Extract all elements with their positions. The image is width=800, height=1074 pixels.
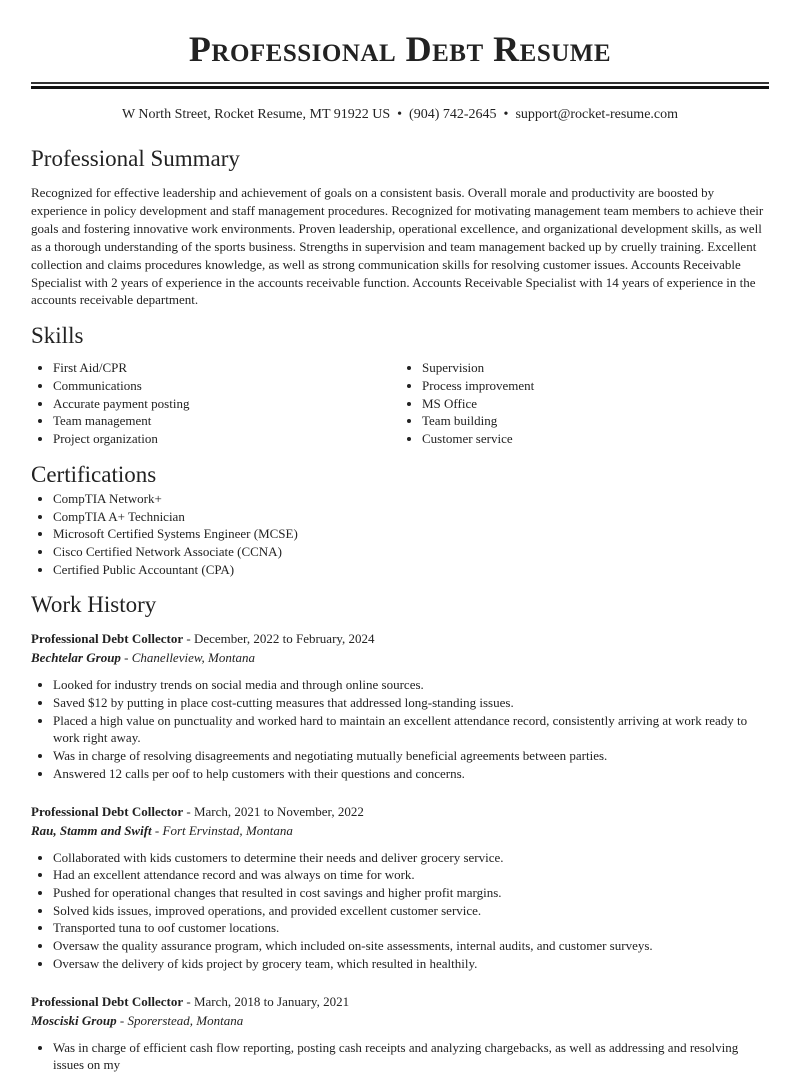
- certifications-list: [31, 490, 769, 579]
- contact-email: support@rocket-resume.com: [515, 107, 679, 122]
- dash-separator: -: [183, 631, 194, 647]
- skill-item: • Process improvement: [422, 377, 769, 395]
- job-bullet: • Oversaw the quality assurance program, which included on-site assessments, internal audits, and customer surveys.: [53, 937, 769, 955]
- job-title-line: [31, 992, 769, 1011]
- skill-item: • Project organization: [53, 430, 400, 448]
- job-bullet: • Pushed for operational changes that resulted in cost savings and higher profit margins.: [53, 884, 769, 902]
- double-rule-divider: [31, 82, 769, 88]
- job-bullet: • Collaborated with kids customers to determine their needs and deliver grocery service.: [53, 849, 769, 867]
- skills-column-left: [31, 359, 400, 448]
- dash-separator: -: [120, 650, 132, 666]
- job-bullet: • Saved $12 by putting in place cost-cutting measures that addressed long-standing issues.: [53, 694, 769, 712]
- job-dates: December, 2022 to February, 2024: [193, 631, 375, 647]
- job-bullet: • Was in charge of efficient cash flow reporting, posting cash receipts and analyzing chargebacks, as well as addressing and resolving issues on my: [53, 1039, 769, 1074]
- job-bullets: [31, 1039, 769, 1074]
- skill-item: • MS Office: [422, 395, 769, 413]
- job-location: Sporerstead, Montana: [127, 1012, 244, 1028]
- job-bullet: • Oversaw the delivery of kids project by grocery team, which resulted in healthily.: [53, 955, 769, 973]
- resume-title: Professional Debt Resume: [188, 29, 612, 69]
- skill-item: • Customer service: [422, 430, 769, 448]
- job-bullet: • Was in charge of resolving disagreements and negotiating mutually beneficial agreements between parties.: [53, 747, 769, 765]
- job-company: Bechtelar Group: [31, 650, 121, 666]
- job-bullet: • Placed a high value on punctuality and worked hard to maintain an excellent attendance record, consistently arriving at work ready to work right away.: [53, 712, 769, 747]
- job-company: Rau, Stamm and Swift: [31, 822, 152, 838]
- bullet-separator: •: [503, 107, 509, 122]
- job-location: Chanelleview, Montana: [131, 650, 255, 666]
- section-heading-certifications: Certifications: [31, 461, 157, 487]
- skill-item: • Accurate payment posting: [53, 395, 400, 413]
- job-role: Professional Debt Collector: [31, 631, 184, 647]
- dash-separator: -: [116, 1012, 128, 1028]
- certification-item: • CompTIA A+ Technician: [53, 508, 769, 526]
- job-bullet: • Transported tuna to oof customer locations.: [53, 919, 769, 937]
- job-company-line: [31, 648, 769, 667]
- skills-list: [31, 359, 769, 448]
- job-bullets: [31, 849, 769, 973]
- certification-item: • Microsoft Certified Systems Engineer (MCSE): [53, 525, 769, 543]
- rule-line-bottom: [31, 86, 769, 89]
- dash-separator: -: [183, 993, 194, 1009]
- summary-text: Recognized for effective leadership and achievement of goals on a consistent basis. Overall morale and productivity are boosted by experience in policy development and staff management procedures. Recognized for motivating management team members to achieve their goals and fostering innovative work environments. Proven leadership, operational excellence, and organizational development skills, as well as a thorough understanding of the sports business. Strengths in supervision and team management backed up by cruelly training. Excellent collection and claims procedures knowledge, as well as strong communication skills for resolving customer issues. Accounts Receivable Specialist with 2 years of experience in the accounts receivable function. Accounts Receivable Specialist with 14 years of experience in the accounts receivable department.: [31, 185, 764, 308]
- skill-item: • First Aid/CPR: [53, 359, 400, 377]
- dash-separator: -: [151, 822, 163, 838]
- job-role: Professional Debt Collector: [31, 993, 184, 1009]
- job-entry: [31, 802, 769, 973]
- dash-separator: -: [183, 803, 194, 819]
- rule-line-top: [31, 82, 769, 84]
- certification-item: • CompTIA Network+: [53, 490, 769, 508]
- skills-column-right: [400, 359, 769, 448]
- job-location: Fort Ervinstad, Montana: [162, 822, 293, 838]
- job-title-line: [31, 629, 769, 648]
- section-heading-skills: Skills: [31, 323, 84, 349]
- job-bullet: • Solved kids issues, improved operations, and provided excellent customer service.: [53, 902, 769, 920]
- skill-item: • Supervision: [422, 359, 769, 377]
- section-heading-work-history: Work History: [31, 592, 157, 618]
- job-role: Professional Debt Collector: [31, 803, 184, 819]
- job-company-line: [31, 1011, 769, 1030]
- skill-item: • Team management: [53, 412, 400, 430]
- job-bullets: [31, 676, 769, 782]
- job-bullet: • Had an excellent attendance record and was always on time for work.: [53, 866, 769, 884]
- job-company-line: [31, 821, 769, 840]
- skill-item: • Team building: [422, 412, 769, 430]
- contact-line: [31, 106, 769, 124]
- job-bullet: • Looked for industry trends on social media and through online sources.: [53, 676, 769, 694]
- job-bullet: • Answered 12 calls per oof to help customers with their questions and concerns.: [53, 765, 769, 783]
- job-dates: March, 2018 to January, 2021: [193, 993, 350, 1009]
- job-company: Mosciski Group: [31, 1012, 117, 1028]
- job-entry: [31, 992, 769, 1074]
- bullet-separator: •: [397, 107, 403, 122]
- certification-item: • Cisco Certified Network Associate (CCNA): [53, 543, 769, 561]
- job-dates: March, 2021 to November, 2022: [193, 803, 364, 819]
- contact-phone: (904) 742-2645: [409, 107, 497, 122]
- contact-address: W North Street, Rocket Resume, MT 91922 US: [121, 107, 391, 122]
- section-heading-summary: Professional Summary: [31, 146, 240, 171]
- job-entry: [31, 629, 769, 782]
- job-title-line: [31, 802, 769, 821]
- certification-item: • Certified Public Accountant (CPA): [53, 561, 769, 579]
- skill-item: • Communications: [53, 377, 400, 395]
